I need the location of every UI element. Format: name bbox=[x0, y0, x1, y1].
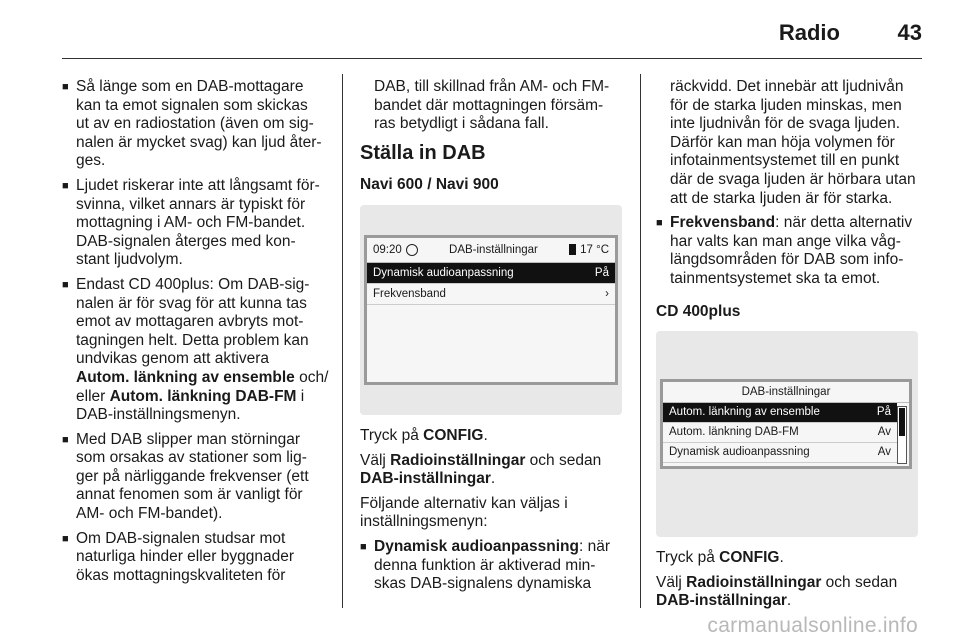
screen-title: DAB-inställningar bbox=[449, 243, 538, 256]
sub-heading: Navi 600 / Navi 900 bbox=[360, 176, 499, 194]
section-heading: Ställa in DAB bbox=[360, 141, 486, 164]
screen-header bbox=[367, 238, 615, 263]
section-title: Radio bbox=[778, 20, 840, 45]
paragraph: Välj Radioinställningar och sedan DAB-inställningar. bbox=[360, 451, 602, 488]
paragraph: Tryck på CONFIG. bbox=[656, 549, 784, 567]
column-divider-2 bbox=[640, 74, 641, 608]
menu-row-dynamic-audio[interactable]: Dynamisk audioanpassning Av bbox=[663, 443, 897, 463]
menu-row-dynamic-audio[interactable]: Dynamisk audioanpassning På bbox=[367, 263, 615, 284]
column-1 bbox=[62, 78, 338, 591]
screenshot-navi bbox=[360, 205, 622, 415]
bullet-item: ■ Endast CD 400plus: Om DAB-sig- nalen är för svag för att kunna tas emot av mottagaren avbryts mot- tagningen helt. Detta problem kan undvikas genom att aktivera Autom. länkning av ensemble och/ eller Autom. länkning DAB-FM i DAB-inställningsmenyn. bbox=[62, 276, 338, 425]
paragraph: Tryck på CONFIG. bbox=[360, 426, 488, 444]
scrollbar[interactable] bbox=[897, 406, 907, 464]
screen-header bbox=[663, 382, 909, 403]
page-number: 43 bbox=[897, 20, 922, 45]
bullet-item: ■ Med DAB slipper man störningar som orsakas av stationer som lig- ger på närliggande frekvenser (ett annat fenomen som är vanligt för AM- och FM-bandet). bbox=[62, 431, 338, 524]
paragraph: Följande alternativ kan väljas i inställningsmenyn: bbox=[360, 494, 568, 531]
refresh-icon bbox=[406, 244, 418, 256]
scrollbar-thumb[interactable] bbox=[899, 408, 905, 436]
screen-title: DAB-inställningar bbox=[741, 385, 831, 398]
screenshot-cd400 bbox=[656, 331, 918, 537]
chevron-right-icon: › bbox=[605, 287, 609, 300]
bullet-item: ■ Om DAB-signalen studsar mot naturliga hinder eller byggnader ökas mottagningskvaliteten för bbox=[62, 530, 338, 586]
temperature: 17 °C bbox=[580, 243, 609, 256]
clock: 09:20 bbox=[373, 243, 402, 256]
sub-heading: CD 400plus bbox=[656, 302, 741, 320]
page-header bbox=[0, 0, 960, 58]
column-3 bbox=[656, 78, 922, 617]
column-2 bbox=[360, 78, 632, 600]
paragraph: DAB, till skillnad från AM- och FM- bandet där mottagningen försäm- ras betydligt i sådana fall. bbox=[374, 78, 610, 133]
column-divider-1 bbox=[342, 74, 343, 608]
menu-row-auto-link-ensemble[interactable]: Autom. länkning av ensemble På bbox=[663, 403, 897, 423]
phone-icon bbox=[569, 244, 576, 255]
paragraph: räckvidd. Det innebär att ljudnivån för de starka ljuden minskas, men inte ljudnivån för de svaga ljuden. Därför kan man höja volymen för infotainmentsystemet till en punkt där de svaga ljuden är hörbara utan att de starka ljuden är för starka. bbox=[670, 78, 916, 207]
bullet-item: ■ Frekvensband: när detta alternativ har valts kan man ange vilka våg- längdsområden för DAB som info- tainmentsystemet ska ta emot. bbox=[656, 214, 922, 288]
menu-row-auto-link-dab-fm[interactable]: Autom. länkning DAB-FM Av bbox=[663, 423, 897, 443]
bullet-item: ■ Så länge som en DAB-mottagare kan ta emot signalen som skickas ut av en radiostation (även om sig- nalen är mycket svag) kan ljud åter- ges. bbox=[62, 78, 338, 171]
header-divider bbox=[62, 58, 922, 59]
bullet-item: ■ Ljudet riskerar inte att långsamt för- svinna, vilket annars är typiskt för mottagning i AM- och FM-bandet. DAB-signalen återges med kon- stant ljudvolym. bbox=[62, 177, 338, 270]
paragraph: Välj Radioinställningar och sedan DAB-inställningar. bbox=[656, 573, 898, 610]
display-screen bbox=[660, 379, 912, 469]
bullet-item: ■ Dynamisk audioanpassning: när denna funktion är aktiverad min- skas DAB-signalens dynamiska bbox=[360, 538, 632, 594]
menu-row-frequency-band[interactable]: Frekvensband › bbox=[367, 284, 615, 305]
display-screen bbox=[364, 235, 618, 385]
watermark: carmanualsonline.info bbox=[707, 614, 918, 637]
